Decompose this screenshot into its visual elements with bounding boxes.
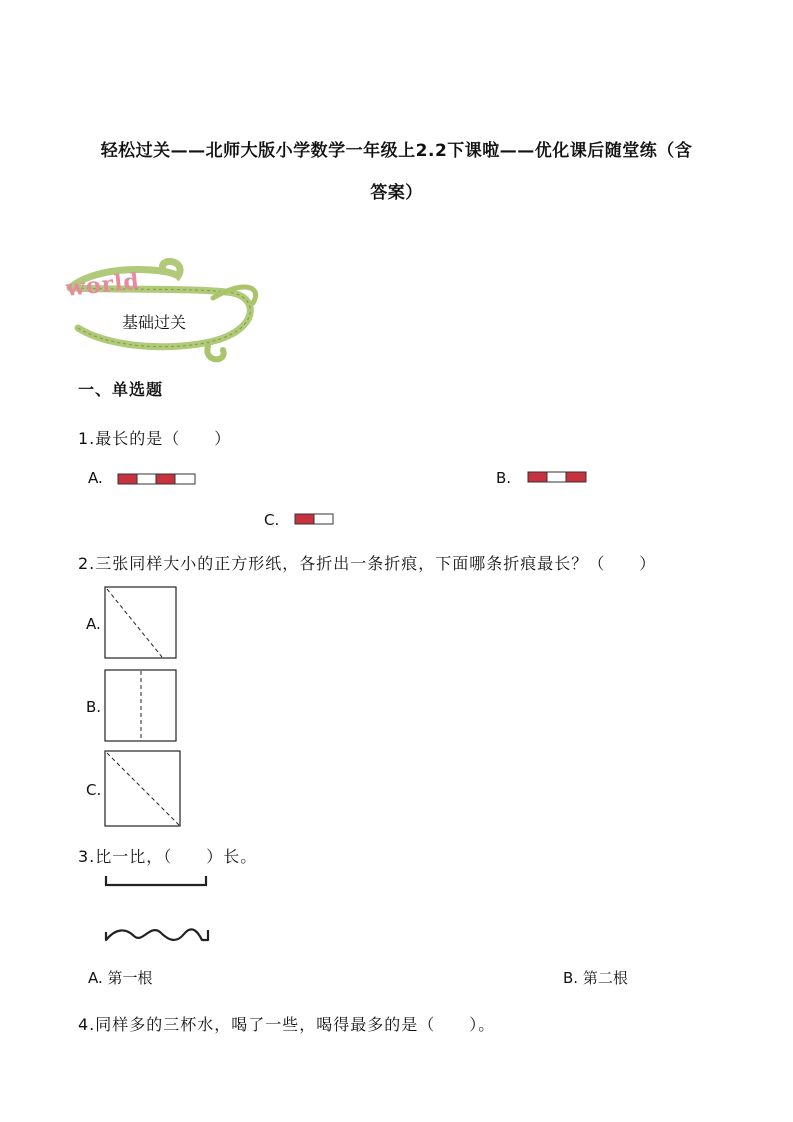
q1-option-c-bar-icon [294, 513, 336, 525]
q2-option-c-square-icon [104, 750, 182, 828]
question-3: 3.比一比，（ ）长。 [78, 847, 258, 866]
page-title-line2: 答案） [370, 183, 423, 203]
q2-option-b-label: B. [86, 698, 102, 716]
q1-option-a-bar-icon [117, 473, 197, 485]
q3-option-a: A. 第一根 [88, 969, 153, 987]
q3-option-b: B. 第二根 [563, 969, 628, 987]
question-4: 4.同样多的三杯水，喝了一些，喝得最多的是（ ）。 [78, 1015, 496, 1034]
banner-label: 基础过关 [122, 313, 187, 332]
section-banner [58, 258, 268, 368]
section-heading: 一、单选题 [78, 380, 164, 399]
q2-option-c-label: C. [86, 781, 102, 799]
q1-option-c-label: C. [264, 511, 280, 529]
banner-deco-word: world [64, 268, 142, 302]
q3-straight-line-icon [104, 874, 210, 888]
q1-option-b-bar-icon [527, 471, 589, 483]
question-1: 1.最长的是（ ） [78, 429, 232, 448]
q2-option-b-square-icon [104, 669, 178, 743]
q2-option-a-square-icon [104, 586, 178, 660]
question-2: 2.三张同样大小的正方形纸，各折出一条折痕，下面哪条折痕最长？（ ） [78, 554, 657, 573]
q1-option-b-label: B. [496, 469, 512, 487]
q3-wavy-line-icon [104, 920, 212, 946]
page-title: 轻松过关——北师大版小学数学一年级上2.2下课啦——优化课后随堂练（含 [100, 141, 693, 161]
q1-option-a-label: A. [88, 469, 103, 487]
q2-option-a-label: A. [86, 615, 101, 633]
